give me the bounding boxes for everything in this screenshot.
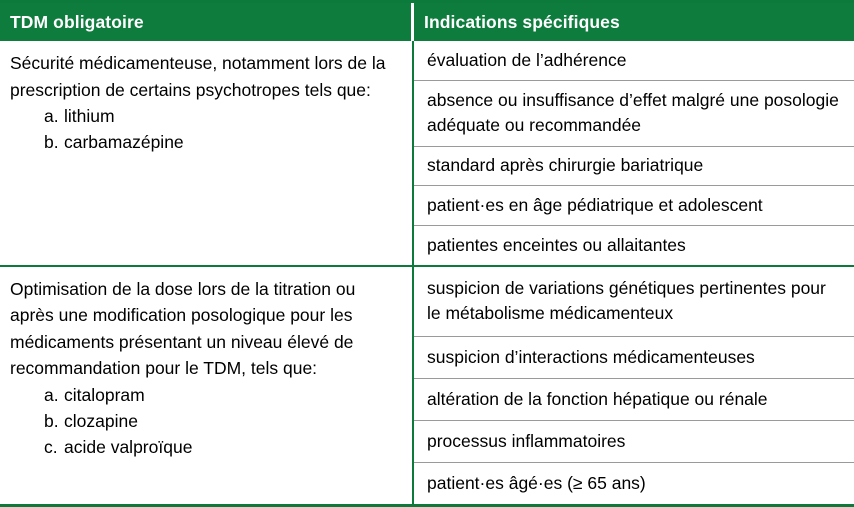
section-1-right-column	[414, 41, 854, 265]
section-1-intro-text: Sécurité médicamenteuse, notamment lors de la prescription de certains psychotropes tels que:	[10, 53, 386, 100]
table-header-right: Indications spécifiques	[424, 11, 620, 32]
list-marker: b.	[44, 132, 59, 153]
list-marker: a.	[44, 106, 59, 127]
list-item	[44, 382, 400, 408]
table-row: suspicion d’interactions médicamenteuses	[414, 337, 854, 379]
section-1-list	[10, 103, 400, 156]
table-row: absence ou insuffisance d’effet malgré une posologie adéquate ou recommandée	[414, 81, 854, 147]
list-item-label: acide valproïque	[64, 437, 193, 458]
list-item-label: carbamazépine	[64, 132, 184, 153]
list-item	[44, 103, 400, 129]
table-header-left: TDM obligatoire	[0, 3, 414, 41]
table-row: processus inflammatoires	[414, 421, 854, 463]
section-1-left-cell	[0, 41, 414, 265]
list-item	[44, 408, 400, 434]
list-marker: a.	[44, 384, 59, 405]
table-row: patient·es en âge pédiatrique et adolescent	[414, 186, 854, 226]
list-marker: c.	[44, 437, 58, 458]
table-row: patientes enceintes ou allaitantes	[427, 234, 686, 255]
table-row: altération de la fonction hépatique ou rénale	[414, 379, 854, 421]
section-2-right-column	[414, 267, 854, 504]
section-2-list	[10, 382, 400, 461]
section-2-left-cell	[0, 267, 414, 504]
list-item	[44, 129, 400, 155]
table-row: évaluation de l’adhérence	[414, 41, 854, 81]
list-item-label: lithium	[64, 106, 115, 127]
list-item	[44, 434, 400, 460]
table-header-row	[0, 3, 854, 41]
list-marker: b.	[44, 411, 59, 432]
table-section-2	[0, 265, 854, 504]
table-section-1	[0, 41, 854, 265]
table-row: standard après chirurgie bariatrique	[414, 147, 854, 187]
section-2-intro-text: Optimisation de la dose lors de la titration ou après une modification posologique pour les médicaments présentant un niveau élevé de recommandation pour le TDM, tels que:	[10, 278, 356, 379]
list-item-label: citalopram	[64, 384, 145, 405]
table-row: suspicion de variations génétiques pertinentes pour le métabolisme médicamenteux	[414, 267, 854, 337]
table-row: patient·es âgé·es (≥ 65 ans)	[427, 472, 646, 493]
list-item-label: clozapine	[64, 411, 138, 432]
